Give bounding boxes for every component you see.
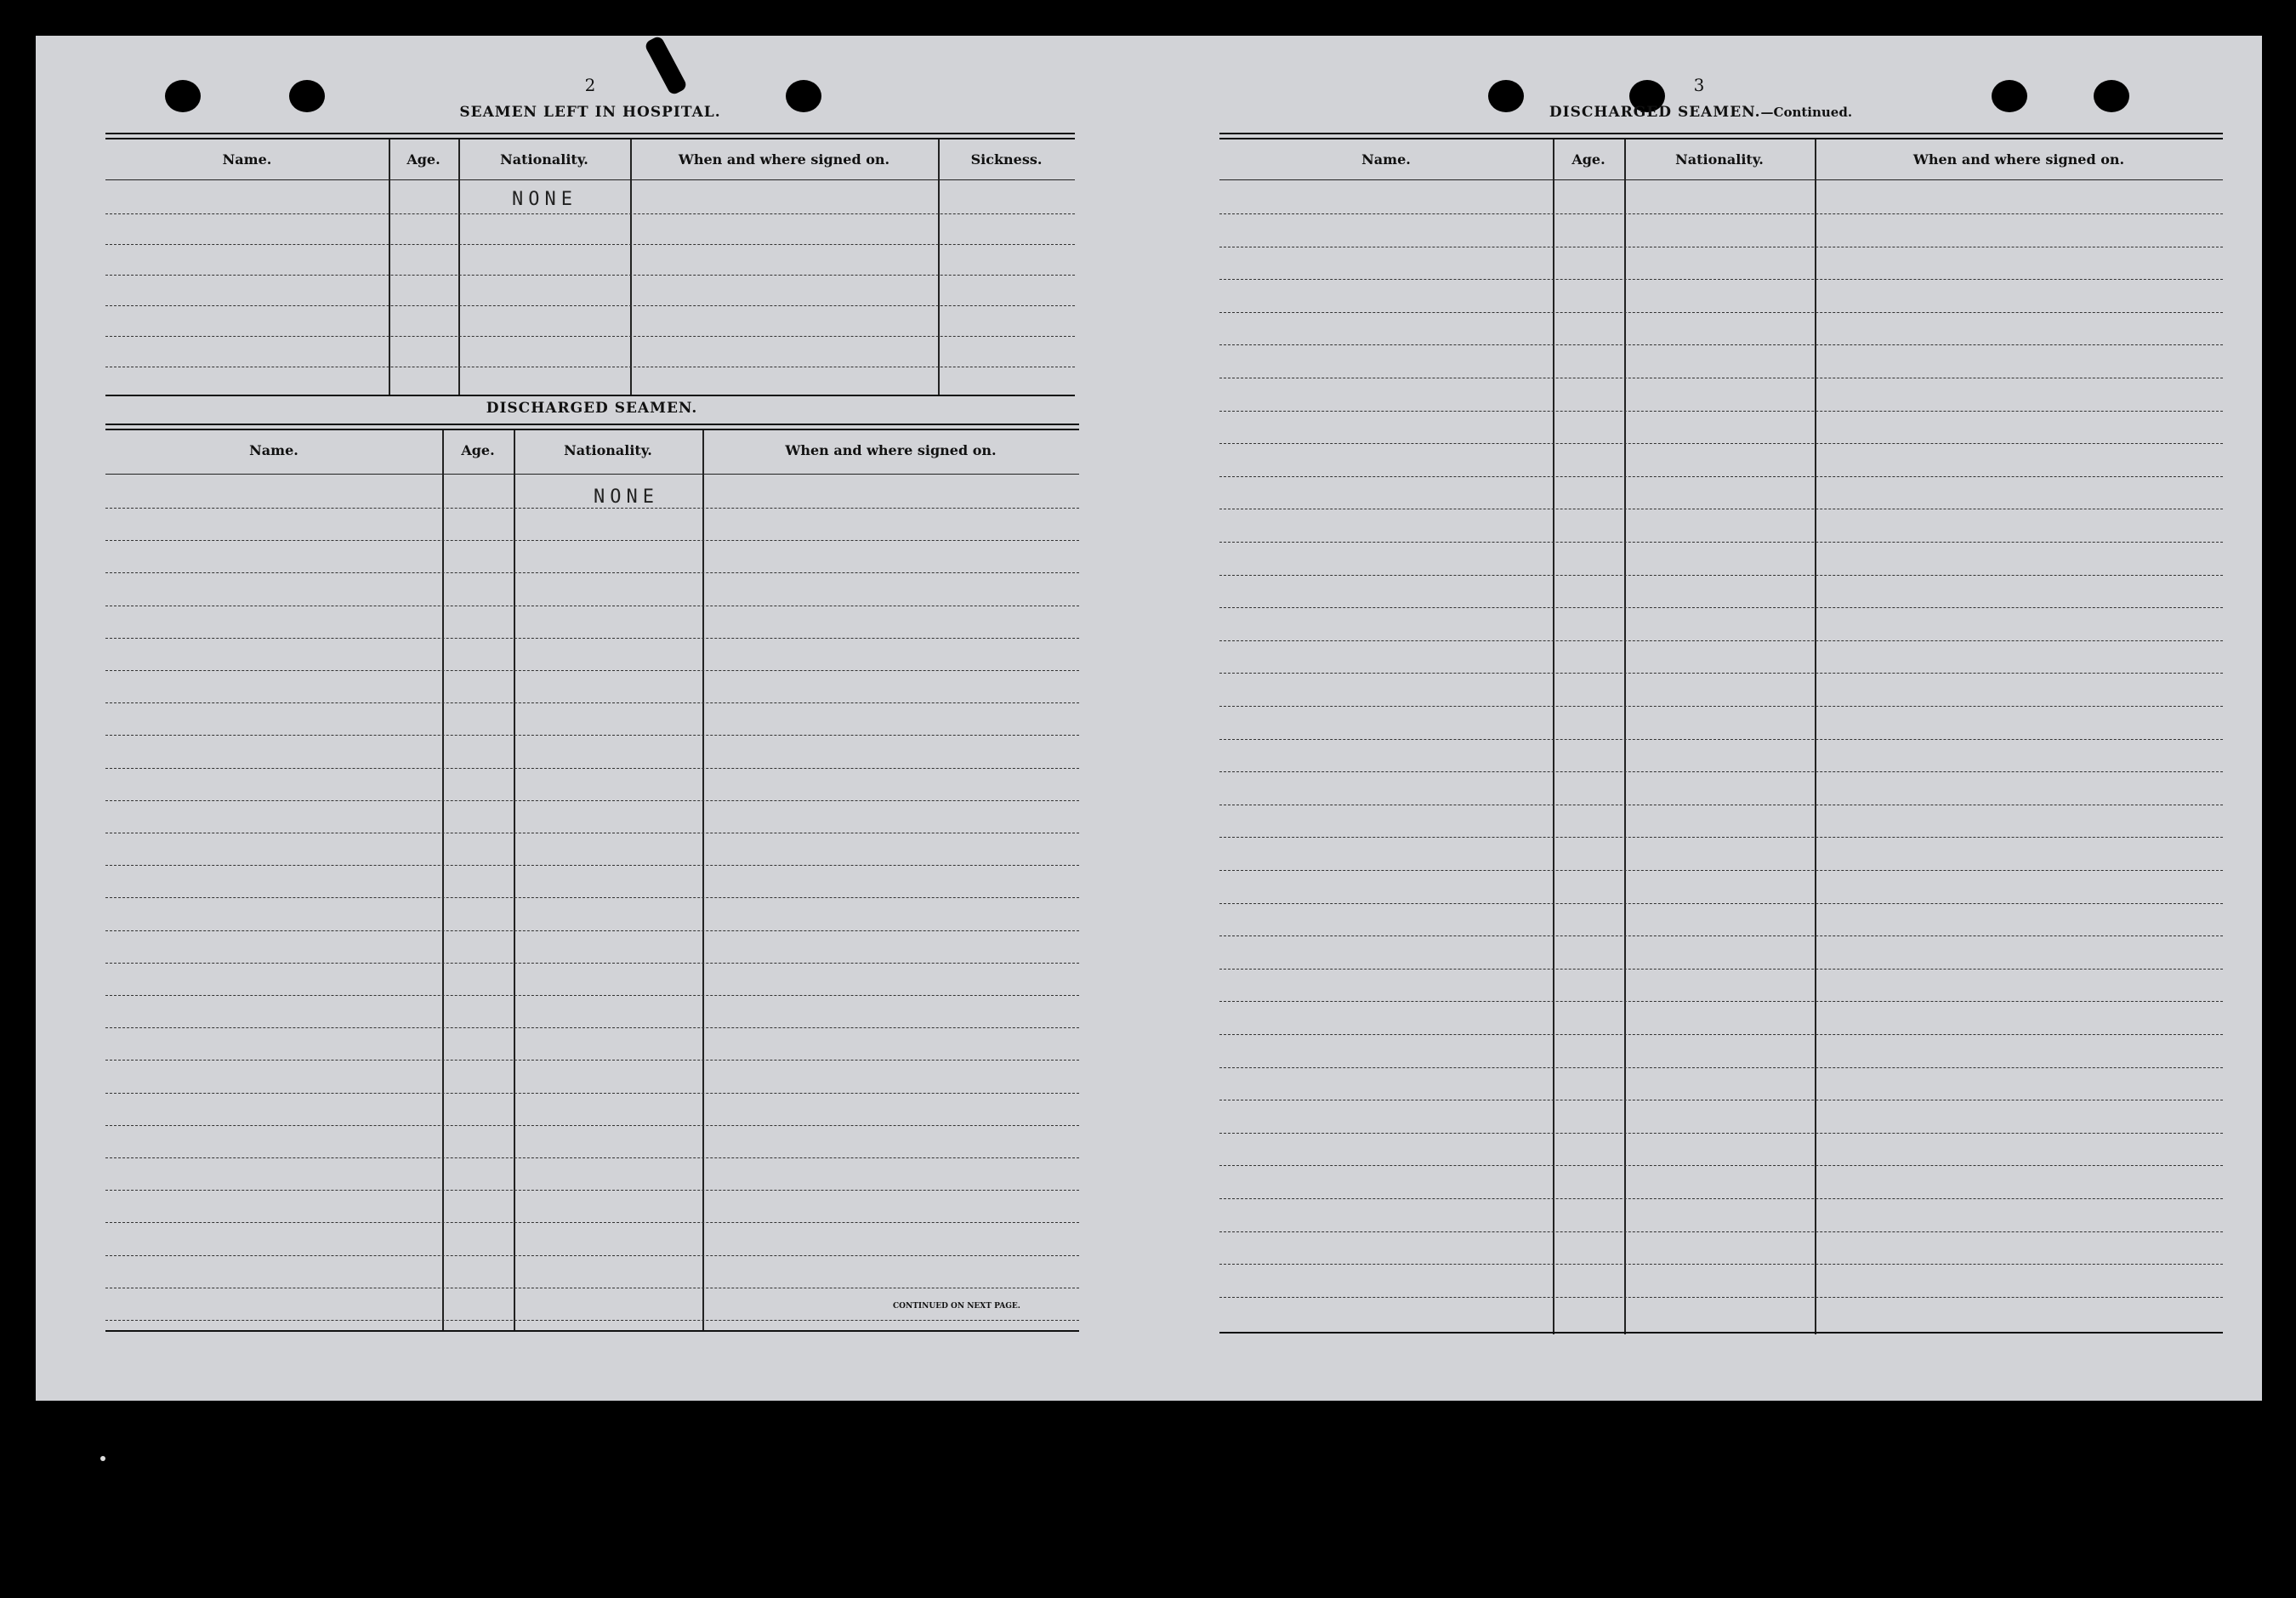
header-nationality: Nationality. [500, 151, 588, 168]
punch-hole [1488, 80, 1524, 112]
discharged-table-left [105, 424, 1079, 1338]
ruled-line [105, 508, 1079, 509]
ruled-line [105, 1093, 1079, 1094]
ruled-line [1219, 312, 2223, 313]
ruled-line [1219, 706, 2223, 707]
hospital-none-entry: NONE [512, 189, 577, 210]
discharged-none-entry: NONE [594, 486, 659, 508]
ruled-line [1219, 935, 2223, 936]
header-name: Name. [222, 151, 272, 168]
ruled-line [105, 768, 1079, 769]
ruled-line [105, 1222, 1079, 1223]
ruled-line [1219, 344, 2223, 345]
ruled-line [1219, 1067, 2223, 1068]
ruled-line [1219, 771, 2223, 772]
continued-note: CONTINUED ON NEXT PAGE. [893, 1302, 1020, 1311]
title-text: DISCHARGED SEAMEN. [1549, 104, 1761, 121]
ruled-line [1219, 213, 2223, 214]
ruled-line [1219, 411, 2223, 412]
ruled-line [105, 1060, 1079, 1061]
ruled-line [105, 897, 1079, 898]
title-suffix: —Continued. [1760, 105, 1853, 120]
page-number-right: 3 [1693, 75, 1705, 95]
ruled-line [1219, 279, 2223, 280]
ruled-line [105, 930, 1079, 931]
ruled-line [1219, 443, 2223, 444]
ruled-line [1219, 607, 2223, 608]
speck [100, 1456, 105, 1461]
hospital-section-title: SEAMEN LEFT IN HOSPITAL. [459, 104, 721, 121]
ruled-line [105, 995, 1079, 996]
header-age: Age. [1571, 151, 1605, 168]
ruled-line [1219, 476, 2223, 477]
hospital-table [105, 133, 1075, 422]
ruled-line [105, 865, 1079, 866]
ruled-line [1219, 1165, 2223, 1166]
document-sheet [36, 36, 2262, 1401]
ruled-line [105, 1157, 1079, 1158]
ruled-line [105, 638, 1079, 639]
ruled-line [1219, 1034, 2223, 1035]
ruled-line [1219, 870, 2223, 871]
punch-hole [1992, 80, 2027, 112]
ruled-line [1219, 1198, 2223, 1199]
ruled-line [105, 540, 1079, 541]
punch-hole [165, 80, 201, 112]
punch-hole [2094, 80, 2129, 112]
ruled-line [1219, 739, 2223, 740]
header-signed-on: When and where signed on. [678, 151, 890, 168]
ruled-line [105, 1255, 1079, 1256]
ruled-line [105, 702, 1079, 703]
ruled-line [1219, 1001, 2223, 1002]
ruled-line [1219, 1231, 2223, 1232]
header-name: Name. [1361, 151, 1411, 168]
ruled-line [105, 735, 1079, 736]
ruled-line [105, 1027, 1079, 1028]
ruled-line [1219, 673, 2223, 674]
staple-mark [644, 35, 688, 96]
ruled-line [1219, 640, 2223, 641]
ruled-line [1219, 1264, 2223, 1265]
ruled-line [1219, 837, 2223, 838]
header-signed-on: When and where signed on. [1912, 151, 2125, 168]
header-age: Age. [406, 151, 440, 168]
ruled-line [1219, 542, 2223, 543]
ruled-line [105, 572, 1079, 573]
ruled-line [105, 1320, 1079, 1321]
discharged-table-right [1219, 133, 2223, 1340]
ruled-line [105, 670, 1079, 671]
header-age: Age. [461, 442, 495, 458]
discharged-section-title: DISCHARGED SEAMEN. [486, 400, 698, 417]
ruled-line [1219, 1297, 2223, 1298]
header-signed-on: When and where signed on. [785, 442, 997, 458]
page-number-left: 2 [584, 75, 596, 95]
ruled-line [105, 963, 1079, 964]
ruled-line [1219, 969, 2223, 970]
header-nationality: Nationality. [564, 442, 652, 458]
header-sickness: Sickness. [970, 151, 1043, 168]
ruled-line [105, 800, 1079, 801]
ruled-line [1219, 1133, 2223, 1134]
ruled-line [105, 1125, 1079, 1126]
ruled-line [1219, 575, 2223, 576]
punch-hole [289, 80, 325, 112]
header-nationality: Nationality. [1675, 151, 1764, 168]
discharged-continued-title [1549, 104, 1852, 121]
ruled-line [105, 1190, 1079, 1191]
ruled-line [1219, 903, 2223, 904]
header-name: Name. [249, 442, 298, 458]
punch-hole [786, 80, 821, 112]
